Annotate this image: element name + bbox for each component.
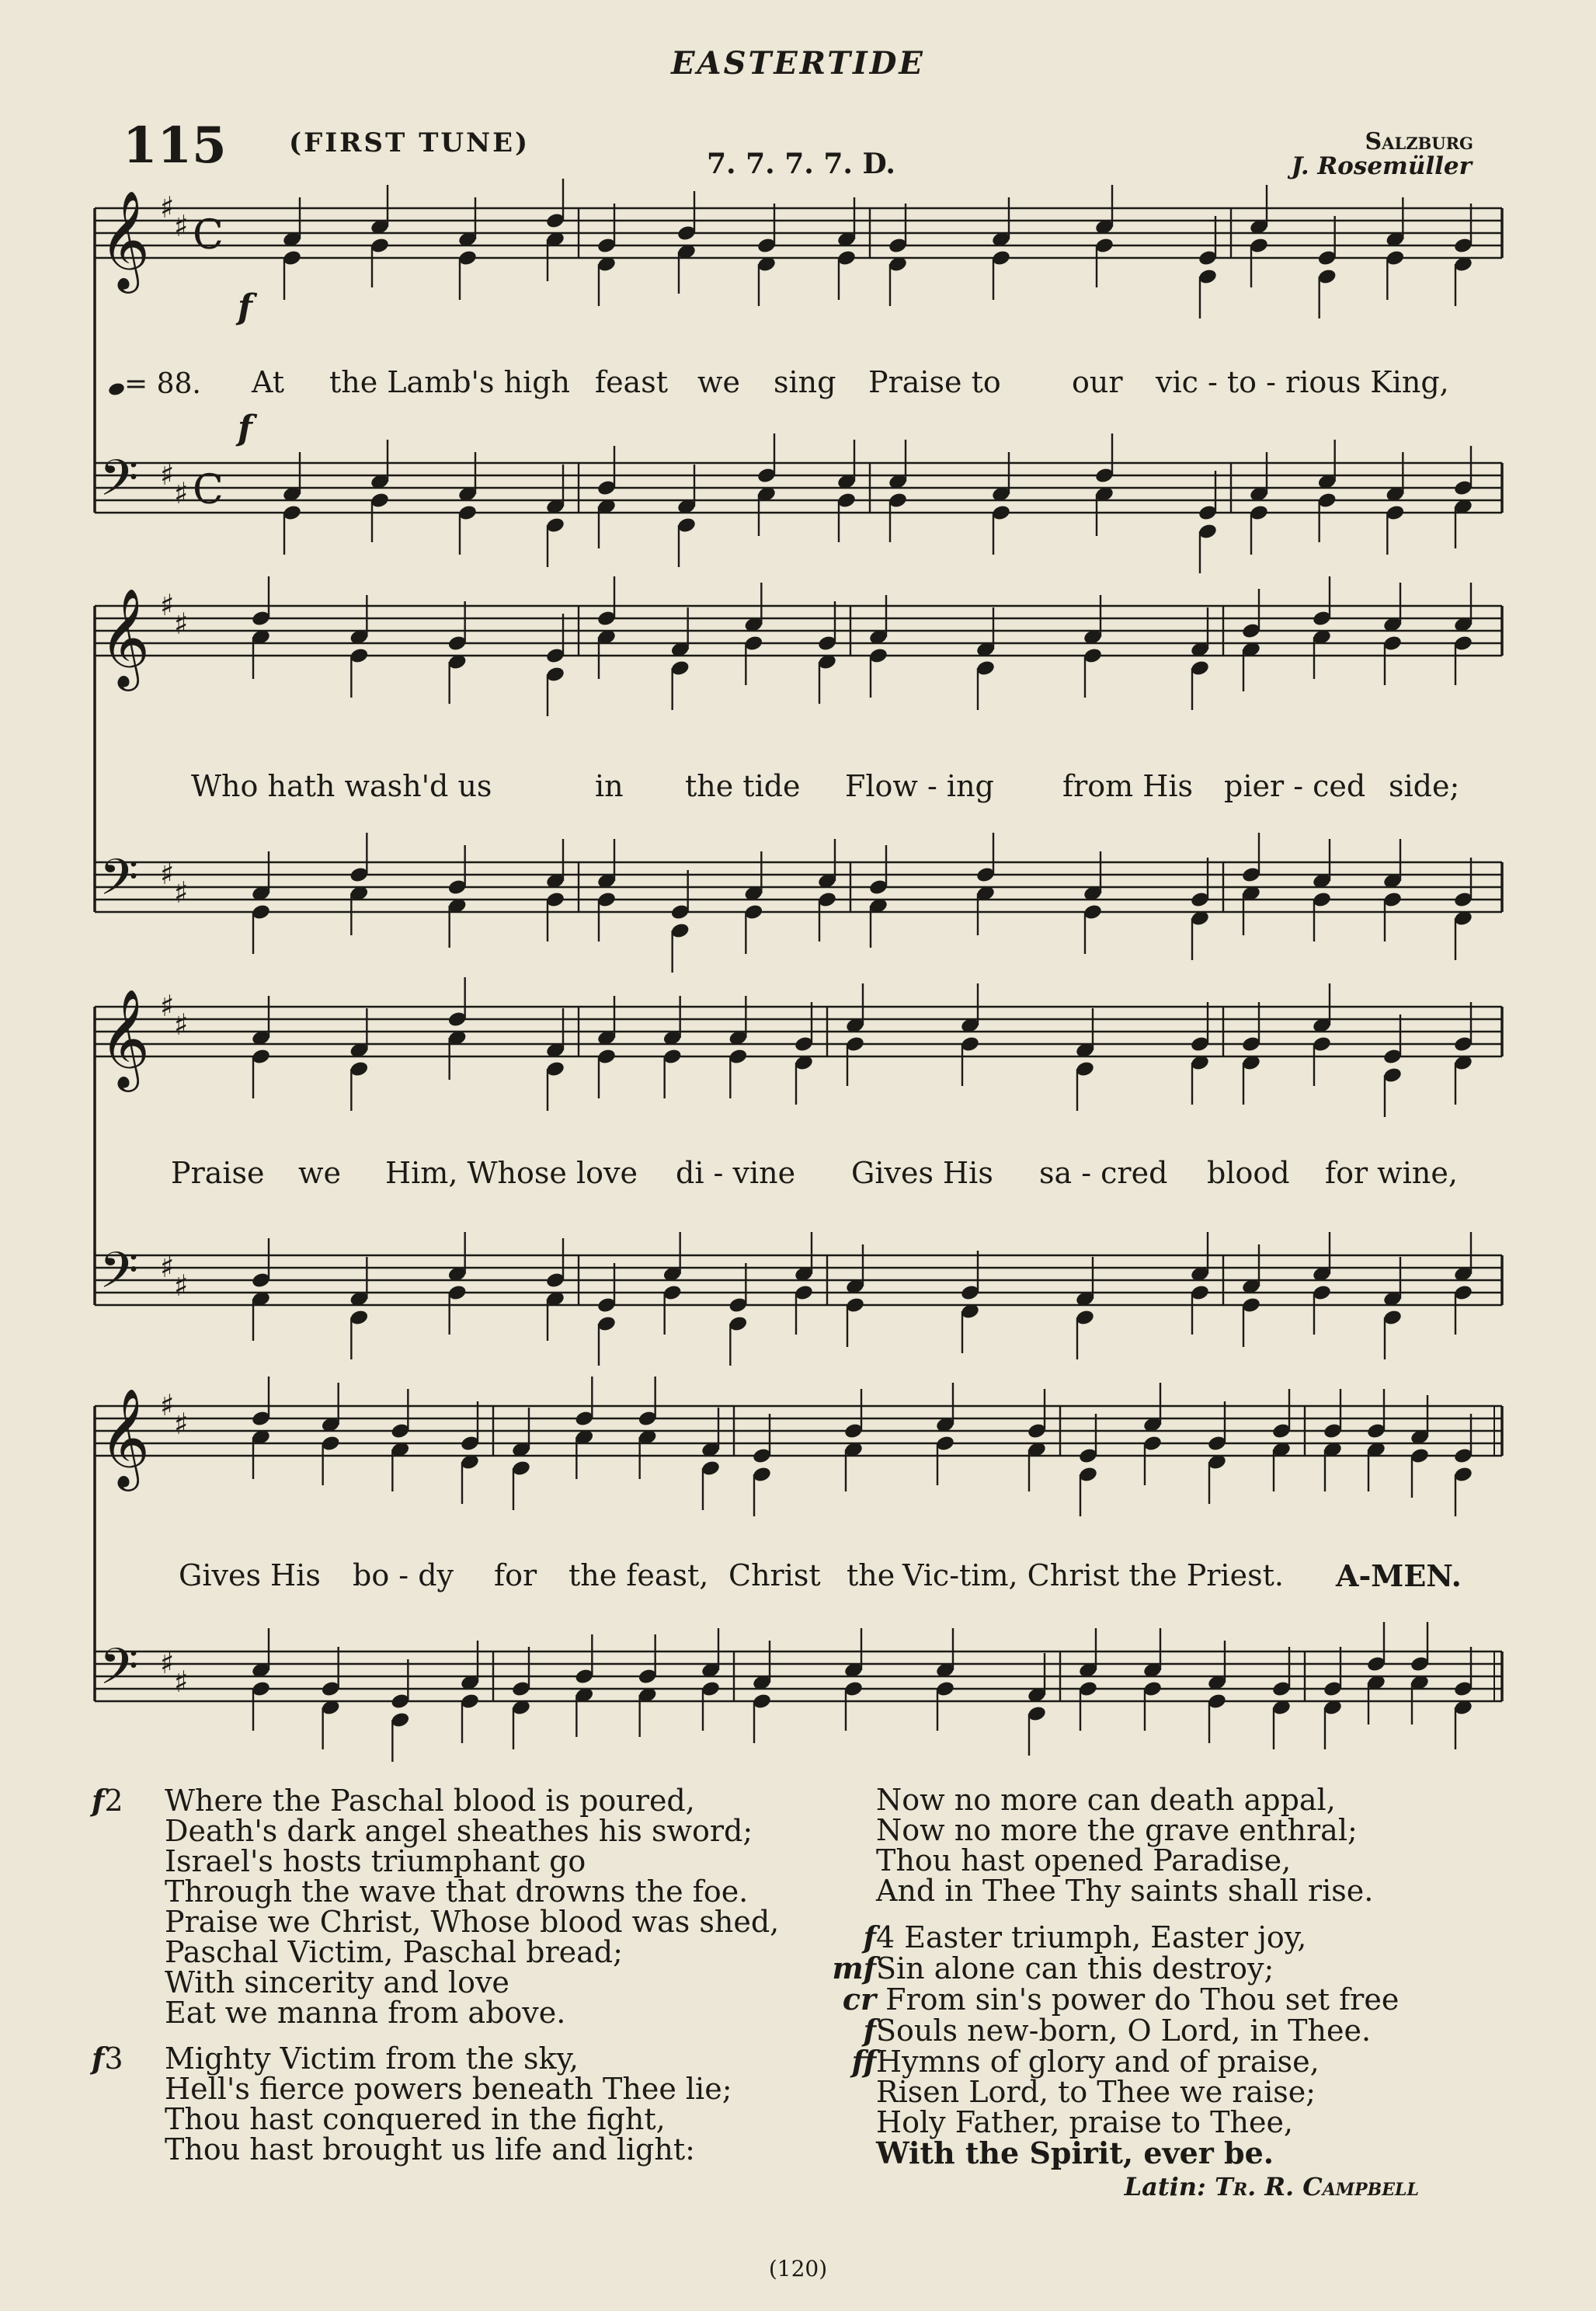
common-time-icon: C (193, 467, 224, 513)
dynamic-mark: f (863, 2013, 876, 2048)
verse-line: Through the wave that drowns the foe. (165, 1874, 749, 1909)
lyric: vic - to - rious King, (1156, 365, 1449, 399)
sharp-icon: ♯ (160, 190, 175, 224)
sharp-icon: ♯ (160, 458, 175, 492)
lyric: Flow - ing (845, 769, 994, 803)
verse-line: Now no more the grave enthral; (876, 1813, 1358, 1847)
sharp-icon: ♯ (174, 607, 189, 641)
dynamic-mark: ff (851, 2044, 876, 2079)
source-language: Latin: (1124, 2172, 1206, 2201)
verse-line: Risen Lord, to Thee we raise; (876, 2075, 1316, 2109)
lyric: feast (595, 365, 668, 399)
verse-line: Holy Father, praise to Thee, (876, 2105, 1294, 2139)
lyric: Praise to (868, 365, 1001, 399)
tune-label: (FIRST TUNE) (289, 127, 530, 158)
lyric: we (298, 1156, 342, 1190)
translator-credit (1125, 2172, 1419, 2201)
sharp-icon: ♯ (174, 1269, 189, 1303)
treble-clef-icon: 𝄞 (99, 587, 151, 687)
verse-line: Israel's hosts triumphant go (165, 1844, 586, 1878)
verse-line: Thou hast conquered in the fight, (165, 2102, 666, 2136)
treble-clef-icon: 𝄞 (99, 190, 151, 289)
lyric: bo - dy (353, 1558, 454, 1592)
lyric: side; (1389, 769, 1460, 803)
verse-line: And in Thee Thy saints shall rise. (876, 1874, 1374, 1908)
verse-2 (92, 1785, 779, 2028)
treble-clef-icon: 𝄞 (99, 1387, 151, 1487)
dynamic-mark: f (92, 1783, 105, 1818)
tempo-text: = 88. (124, 368, 201, 400)
lyric: Who hath wash'd us (191, 769, 492, 803)
verse-line: Hell's fierce powers beneath Thee lie; (165, 2072, 732, 2106)
verse-line: Eat we manna from above. (165, 1996, 566, 2030)
verse-line: Now no more can death appal, (876, 1783, 1336, 1817)
common-time-icon: C (193, 212, 224, 259)
lyric: di - vine (676, 1156, 796, 1190)
sharp-icon: ♯ (160, 989, 175, 1023)
verse-line: From sin's power do Thou set free (885, 1982, 1400, 2017)
lyric: the feast, (569, 1558, 709, 1592)
verse-number: 4 (876, 1920, 895, 1954)
lyric: the Lamb's high (329, 365, 571, 399)
verse-line: Paschal Victim, Paschal bread; (165, 1935, 623, 1969)
lyric: At (252, 365, 285, 399)
lyric: Praise (171, 1156, 265, 1190)
sharp-icon: ♯ (174, 875, 189, 910)
sharp-icon: ♯ (160, 588, 175, 622)
sharp-icon: ♯ (160, 1250, 175, 1284)
sharp-icon: ♯ (160, 1646, 175, 1680)
lyric: for (494, 1558, 537, 1592)
sharp-icon: ♯ (160, 857, 175, 891)
lyric: we (697, 365, 741, 399)
lyric: pier - ced (1224, 769, 1366, 803)
dynamic-mark: mf (832, 1951, 876, 1986)
dynamic-treble: f (238, 287, 252, 327)
dynamic-mark: f (92, 2041, 105, 2076)
lyric: sing (774, 365, 836, 399)
verse-line: Thou hast opened Paradise, (876, 1843, 1292, 1878)
verse-3-continued (876, 1785, 1373, 1906)
translator-name: Tr. R. Campbell (1215, 2172, 1419, 2201)
lyric: Him, Whose love (385, 1156, 638, 1190)
lyric: the (847, 1558, 895, 1592)
sharp-icon: ♯ (174, 1665, 189, 1699)
verse-line: Souls new-born, O Lord, in Thee. (876, 2013, 1372, 2048)
lyric: Vic-tim, Christ the Priest. (902, 1558, 1284, 1592)
amen-lyric: A-MEN. (1336, 1558, 1462, 1593)
meter: 7. 7. 7. 7. D. (707, 148, 895, 180)
lyric: blood (1207, 1156, 1290, 1190)
hymn-number: 115 (123, 117, 227, 175)
verse-3 (92, 2043, 732, 2165)
dynamic-mark: f (863, 1919, 876, 1954)
sharp-icon: ♯ (174, 476, 189, 510)
dynamic-mark: cr (842, 1982, 876, 2017)
lyric: Gives His (179, 1558, 321, 1592)
verse-number: f2 (92, 1783, 123, 1818)
running-head: EASTERTIDE (671, 45, 925, 82)
lyric: the tide (685, 769, 801, 803)
verse-line: Hymns of glory and of praise, (876, 2045, 1320, 2079)
verse-4 (819, 1919, 1400, 2170)
lyric: our (1072, 365, 1123, 399)
verse-line: Sin alone can this destroy; (876, 1951, 1274, 1986)
verse-number: f3 (92, 2041, 123, 2076)
bass-clef-icon: 𝄢 (99, 849, 139, 919)
tune-name: Salzburg (1365, 128, 1473, 155)
page-number: (120) (768, 2256, 828, 2281)
bass-clef-icon: 𝄢 (99, 1242, 139, 1312)
lyric: from His (1062, 769, 1194, 803)
bass-clef-icon: 𝄢 (99, 1638, 139, 1708)
verse-line: Death's dark angel sheathes his sword; (165, 1814, 753, 1848)
lyric: sa - cred (1039, 1156, 1168, 1190)
sharp-icon: ♯ (174, 1008, 189, 1042)
verse-line: Thou hast brought us life and light: (165, 2132, 695, 2167)
sharp-icon: ♯ (160, 1388, 175, 1422)
sharp-icon: ♯ (174, 209, 189, 243)
quarter-note-icon (107, 381, 126, 397)
treble-clef-icon: 𝄞 (99, 988, 151, 1088)
bass-clef-icon: 𝄢 (99, 450, 139, 520)
lyric: Gives His (851, 1156, 993, 1190)
composer: J. Rosemüller (1291, 152, 1472, 180)
verse-line: Where the Paschal blood is poured, (165, 1784, 695, 1818)
lyric: for wine, (1325, 1156, 1458, 1190)
lyric: in (595, 769, 624, 803)
sharp-icon: ♯ (174, 1407, 189, 1441)
lyric: Christ (728, 1558, 821, 1592)
tempo-marking (109, 368, 201, 400)
dynamic-bass: f (238, 409, 252, 448)
verse-line: Praise we Christ, Whose blood was shed, (165, 1905, 780, 1939)
verse-line: With the Spirit, ever be. (876, 2135, 1274, 2170)
verse-line: Easter triumph, Easter joy, (904, 1920, 1307, 1954)
verse-line: Mighty Victim from the sky, (165, 2041, 579, 2076)
verse-line: With sincerity and love (165, 1965, 509, 2000)
